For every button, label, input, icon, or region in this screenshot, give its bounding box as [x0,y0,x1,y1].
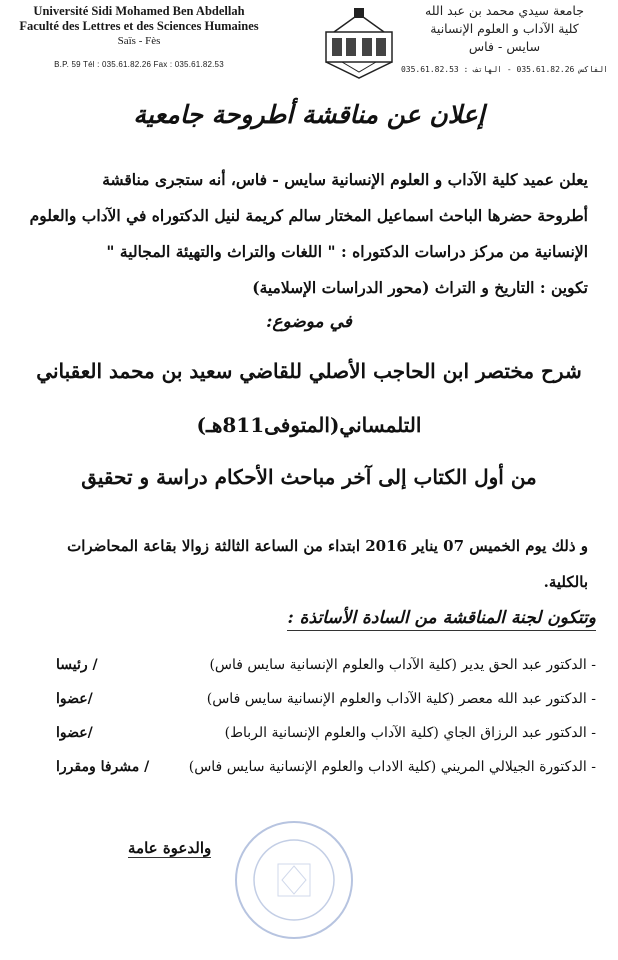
thesis-title-line-1: شرح مختصر ابن الحاجب الأصلي للقاضي سعيد بن محمد العقباني [36,359,582,383]
member-name: - الدكتور عبد الله معصر (كلية الآداب والعلوم الإنسانية سايس فاس) [206,691,596,707]
announcement-line-3: الإنسانية من مركز دراسات الدكتوراه : " اللغات والتراث والتهيئة المجالية " [106,242,588,261]
official-stamp [232,818,356,942]
university-name-fr: Université Sidi Mohamed Ben Abdellah [33,4,245,18]
faculty-name-fr: Faculté des Lettres et des Sciences Humaines [19,19,259,33]
schedule-line-1: و ذلك يوم الخميس 07 يناير 2016 ابتداء من الساعة الثالثة زوالا بقاعة المحاضرات [67,537,588,555]
city-fr: Saïs - Fès [117,35,161,47]
thesis-title-line-3: من أول الكتاب إلى آخر مباحث الأحكام دراسة و تحقيق [81,465,537,489]
committee-member [16,750,596,784]
member-role: /عضوا [56,725,93,741]
member-name: - الدكتورة الجيلالي المريني (كلية الاداب والعلوم الإنسانية سايس فاس) [188,759,596,775]
member-role: /عضوا [56,691,93,707]
committee-member [16,716,596,750]
university-name-ar: جامعة سيدي محمد بن عبد الله [425,3,584,18]
member-role: / مشرفا ومقررا [56,759,150,775]
announcement-line-1: يعلن عميد كلية الآداب و العلوم الإنسانية سايس - فاس، أنه ستجرى مناقشة [102,170,588,189]
committee-heading: وتتكون لجنة المناقشة من السادة الأساتذة : [287,608,596,631]
contact-fr: B.P. 59 Tél : 035.61.82.26 Fax : 035.61.82.53 [54,60,224,69]
committee-member [16,648,596,682]
header-right [397,2,612,75]
faculty-name-ar: كلية الآداب و العلوم الإنسانية [430,21,579,36]
member-name: - الدكتور عبد الرزاق الجاي (كلية الآداب والعلوم الإنسانية الرباط) [224,725,596,741]
member-name: - الدكتور عبد الحق يدير (كلية الآداب والعلوم الإنسانية سايس فاس) [209,657,596,673]
city-ar: سايس - فاس [468,39,541,54]
page-title: إعلان عن مناقشة أطروحة جامعية [133,100,485,129]
university-logo [320,6,398,80]
header-left [8,4,270,70]
thesis-title-line-2: التلمساني(المتوفى811هـ) [196,413,422,437]
public-invitation: والدعوة عامة [128,839,212,857]
member-role: / رئيسا [56,657,98,673]
announcement-line-4: تكوين : التاريخ و التراث (محور الدراسات الإسلامية) [252,278,588,297]
announcement-line-2: أطروحة حضرها الباحث اسماعيل المختار سالم كريمة لنيل الدكتوراه في الآداب والعلوم [29,206,588,225]
schedule-line-2: بالكلية. [543,573,588,591]
contact-ar: 035.61.82.53 : الفاكس 035.61.82.26 - الهاتف [400,65,609,74]
committee-member [16,682,596,716]
committee-list [16,648,596,784]
subject-label: في موضوع: [266,312,352,332]
